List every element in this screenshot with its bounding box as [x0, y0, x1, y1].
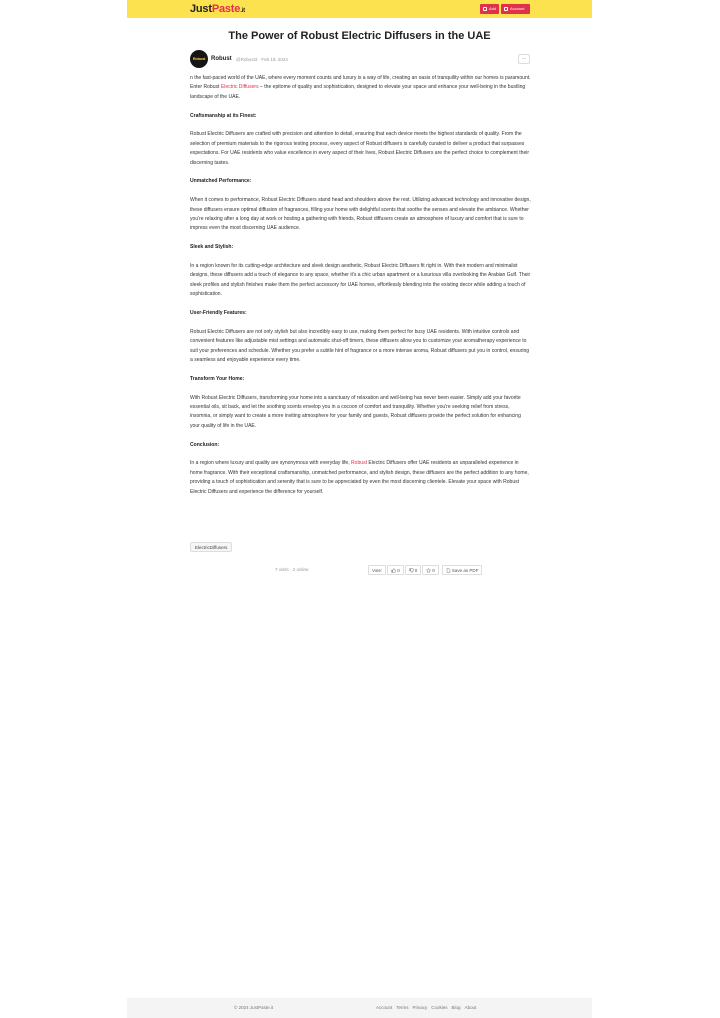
footer-link-privacy[interactable]: Privacy: [412, 1005, 428, 1010]
save-pdf-button[interactable]: [442, 565, 483, 575]
conclusion-heading: Conclusion:: [190, 441, 220, 448]
like-count: 0: [397, 567, 400, 573]
author-meta: @Robust3 · Feb 19, 2024: [236, 57, 288, 62]
section-heading: Transform Your Home:: [190, 375, 245, 382]
account-button-label: Account: [510, 6, 525, 11]
section-paragraph: When it comes to performance, Robust Electric Diffusers stand head and shoulders above the rest. Utilizing advanced technology and innovative design, these diffusers ensure optimal diffusion of fragrances, filling your home with delightful scents that soothe the senses and elevate the ambiance. Whether you're relaxing after a long day at work or hosting a gathering with friends, Robust diffusers create an atmosphere of luxury and comfort that is sure to impress even the most discerning UAE audience.: [190, 197, 531, 232]
star-icon: [426, 568, 431, 573]
section-heading: Unmatched Performance:: [190, 178, 252, 185]
footer-link-blog[interactable]: Blog: [451, 1005, 461, 1010]
avatar[interactable]: Robust: [190, 50, 208, 68]
section-paragraph: With Robust Electric Diffusers, transforming your home into a sanctuary of relaxation and well-being has never been easier. Simply add your favorite essential oils, sit back, and let the soothing scents envelop you in a cocoon of comfort and tranquility. Whether you're seeking relief from stress, insomnia, or simply want to create a more inviting atmosphere for your family and guests, Robust diffusers provide the perfect solution for enhancing your quality of life in the UAE.: [190, 394, 521, 429]
page-frame: [127, 0, 592, 1018]
intro-text-before: n the fast-paced world of the UAE, where every moment counts and luxury is a way of life, creating an oasis of tranquility within our homes is paramount. Enter Robust: [190, 75, 531, 91]
visit-stats: 7 visits · 2 online: [275, 567, 309, 572]
section-heading: Craftsmanship at its Finest:: [190, 112, 257, 119]
article-body: [190, 74, 531, 506]
favorite-button[interactable]: [422, 565, 439, 575]
more-options-button[interactable]: ···: [518, 54, 530, 64]
intro-text-after: – the epitome of quality and sophistication, designed to elevate your space and enhance your well-being in the bustling landscape of the UAE.: [190, 84, 526, 100]
section-heading: User-Friendly Features:: [190, 310, 247, 317]
vote-label: Vote:: [368, 565, 386, 575]
conclusion-text-before: In a region where luxury and quality are synonymous with everyday life,: [190, 460, 352, 467]
footer-link-terms[interactable]: Terms: [396, 1005, 409, 1010]
electric-diffusers-link[interactable]: Electric Diffusers: [220, 84, 259, 91]
edit-icon: [483, 7, 487, 11]
like-button[interactable]: [387, 565, 404, 575]
footer-link-cookies[interactable]: Cookies: [431, 1005, 448, 1010]
robust-link[interactable]: Robust: [351, 460, 368, 467]
intro-paragraph: [190, 74, 531, 102]
logo-it: .it: [240, 8, 245, 14]
author-bar: [190, 50, 530, 68]
conclusion-paragraph: [190, 459, 531, 497]
dislike-button[interactable]: [405, 565, 422, 575]
action-bar: [368, 565, 482, 575]
section-paragraph: In a region known for its cutting-edge architecture and sleek design aesthetic, Robust Electric Diffusers fit right in. With their modern and minimalist designs, these diffusers add a touch of elegance to any space, whether it's a chic urban apartment or a luxurious villa overlooking the Arabian Gulf. Their sleek profiles and stylish finishes make them the perfect accessory for UAE homes, effortlessly blending into the existing decor while adding a touch of sophistication.: [190, 263, 531, 298]
thumbs-down-icon: [409, 568, 414, 573]
conclusion-text-after: Electric Diffusers offer UAE residents an unparalleled experience in home fragrance. With their exceptional craftsmanship, unmatched performance, and stylish design, these diffusers are the perfect addition to any home, providing a touch of sophistication and serenity that is sure to be appreciated by even the most discerning clientele. Elevate your space with Robust Electric Diffusers and experience the difference for yourself.: [190, 460, 529, 495]
footer-copyright: © 2024 JustPaste.it: [234, 1005, 274, 1010]
dislike-count: 0: [414, 567, 418, 573]
site-logo[interactable]: [190, 3, 245, 17]
star-count: 0: [432, 567, 435, 573]
account-button[interactable]: [501, 4, 530, 14]
logo-paste: Paste: [211, 3, 241, 15]
logo-just: Just: [190, 3, 212, 15]
thumbs-up-icon: [391, 568, 396, 573]
section-heading: Sleek and Stylish:: [190, 244, 234, 251]
tag-electricdiffusers[interactable]: ElectricDiffusers: [190, 542, 232, 552]
footer-link-account[interactable]: Account: [376, 1005, 393, 1010]
footer-link-about[interactable]: About: [464, 1005, 477, 1010]
top-bar: [127, 0, 592, 18]
section-paragraph: Robust Electric Diffusers are not only stylish but also incredibly easy to use, making them perfect for busy UAE residents. With intuitive controls and convenient features like adjustable mist settings and automatic shut-off timers, these diffusers allow you to customize your aromatherapy experience to suit your preferences and schedule. Whether you prefer a subtle hint of fragrance or a more intense aroma, Robust diffusers put you in control, ensuring a seamless and enjoyable experience every time.: [190, 328, 530, 364]
footer: [127, 998, 592, 1018]
section-paragraph: Robust Electric Diffusers are crafted with precision and attention to detail, ensuring that each device meets the highest standards of quality. From the selection of premium materials to the rigorous testing process, every aspect of Robust diffusers is carefully curated to deliver a product that surpasses expectations. For UAE residents who value excellence in every aspect of their lives, Robust Electric Diffusers are the perfect choice to complement their discerning tastes.: [190, 131, 530, 166]
save-pdf-label: Save as PDF: [451, 567, 479, 573]
page-title: The Power of Robust Electric Diffusers in the UAE: [228, 30, 491, 42]
user-icon: [504, 7, 508, 11]
add-button-label: Add: [489, 6, 497, 11]
footer-links: [376, 1005, 476, 1011]
pdf-icon: [446, 568, 451, 573]
add-button[interactable]: [480, 4, 499, 14]
author-name[interactable]: Robust: [211, 56, 232, 62]
